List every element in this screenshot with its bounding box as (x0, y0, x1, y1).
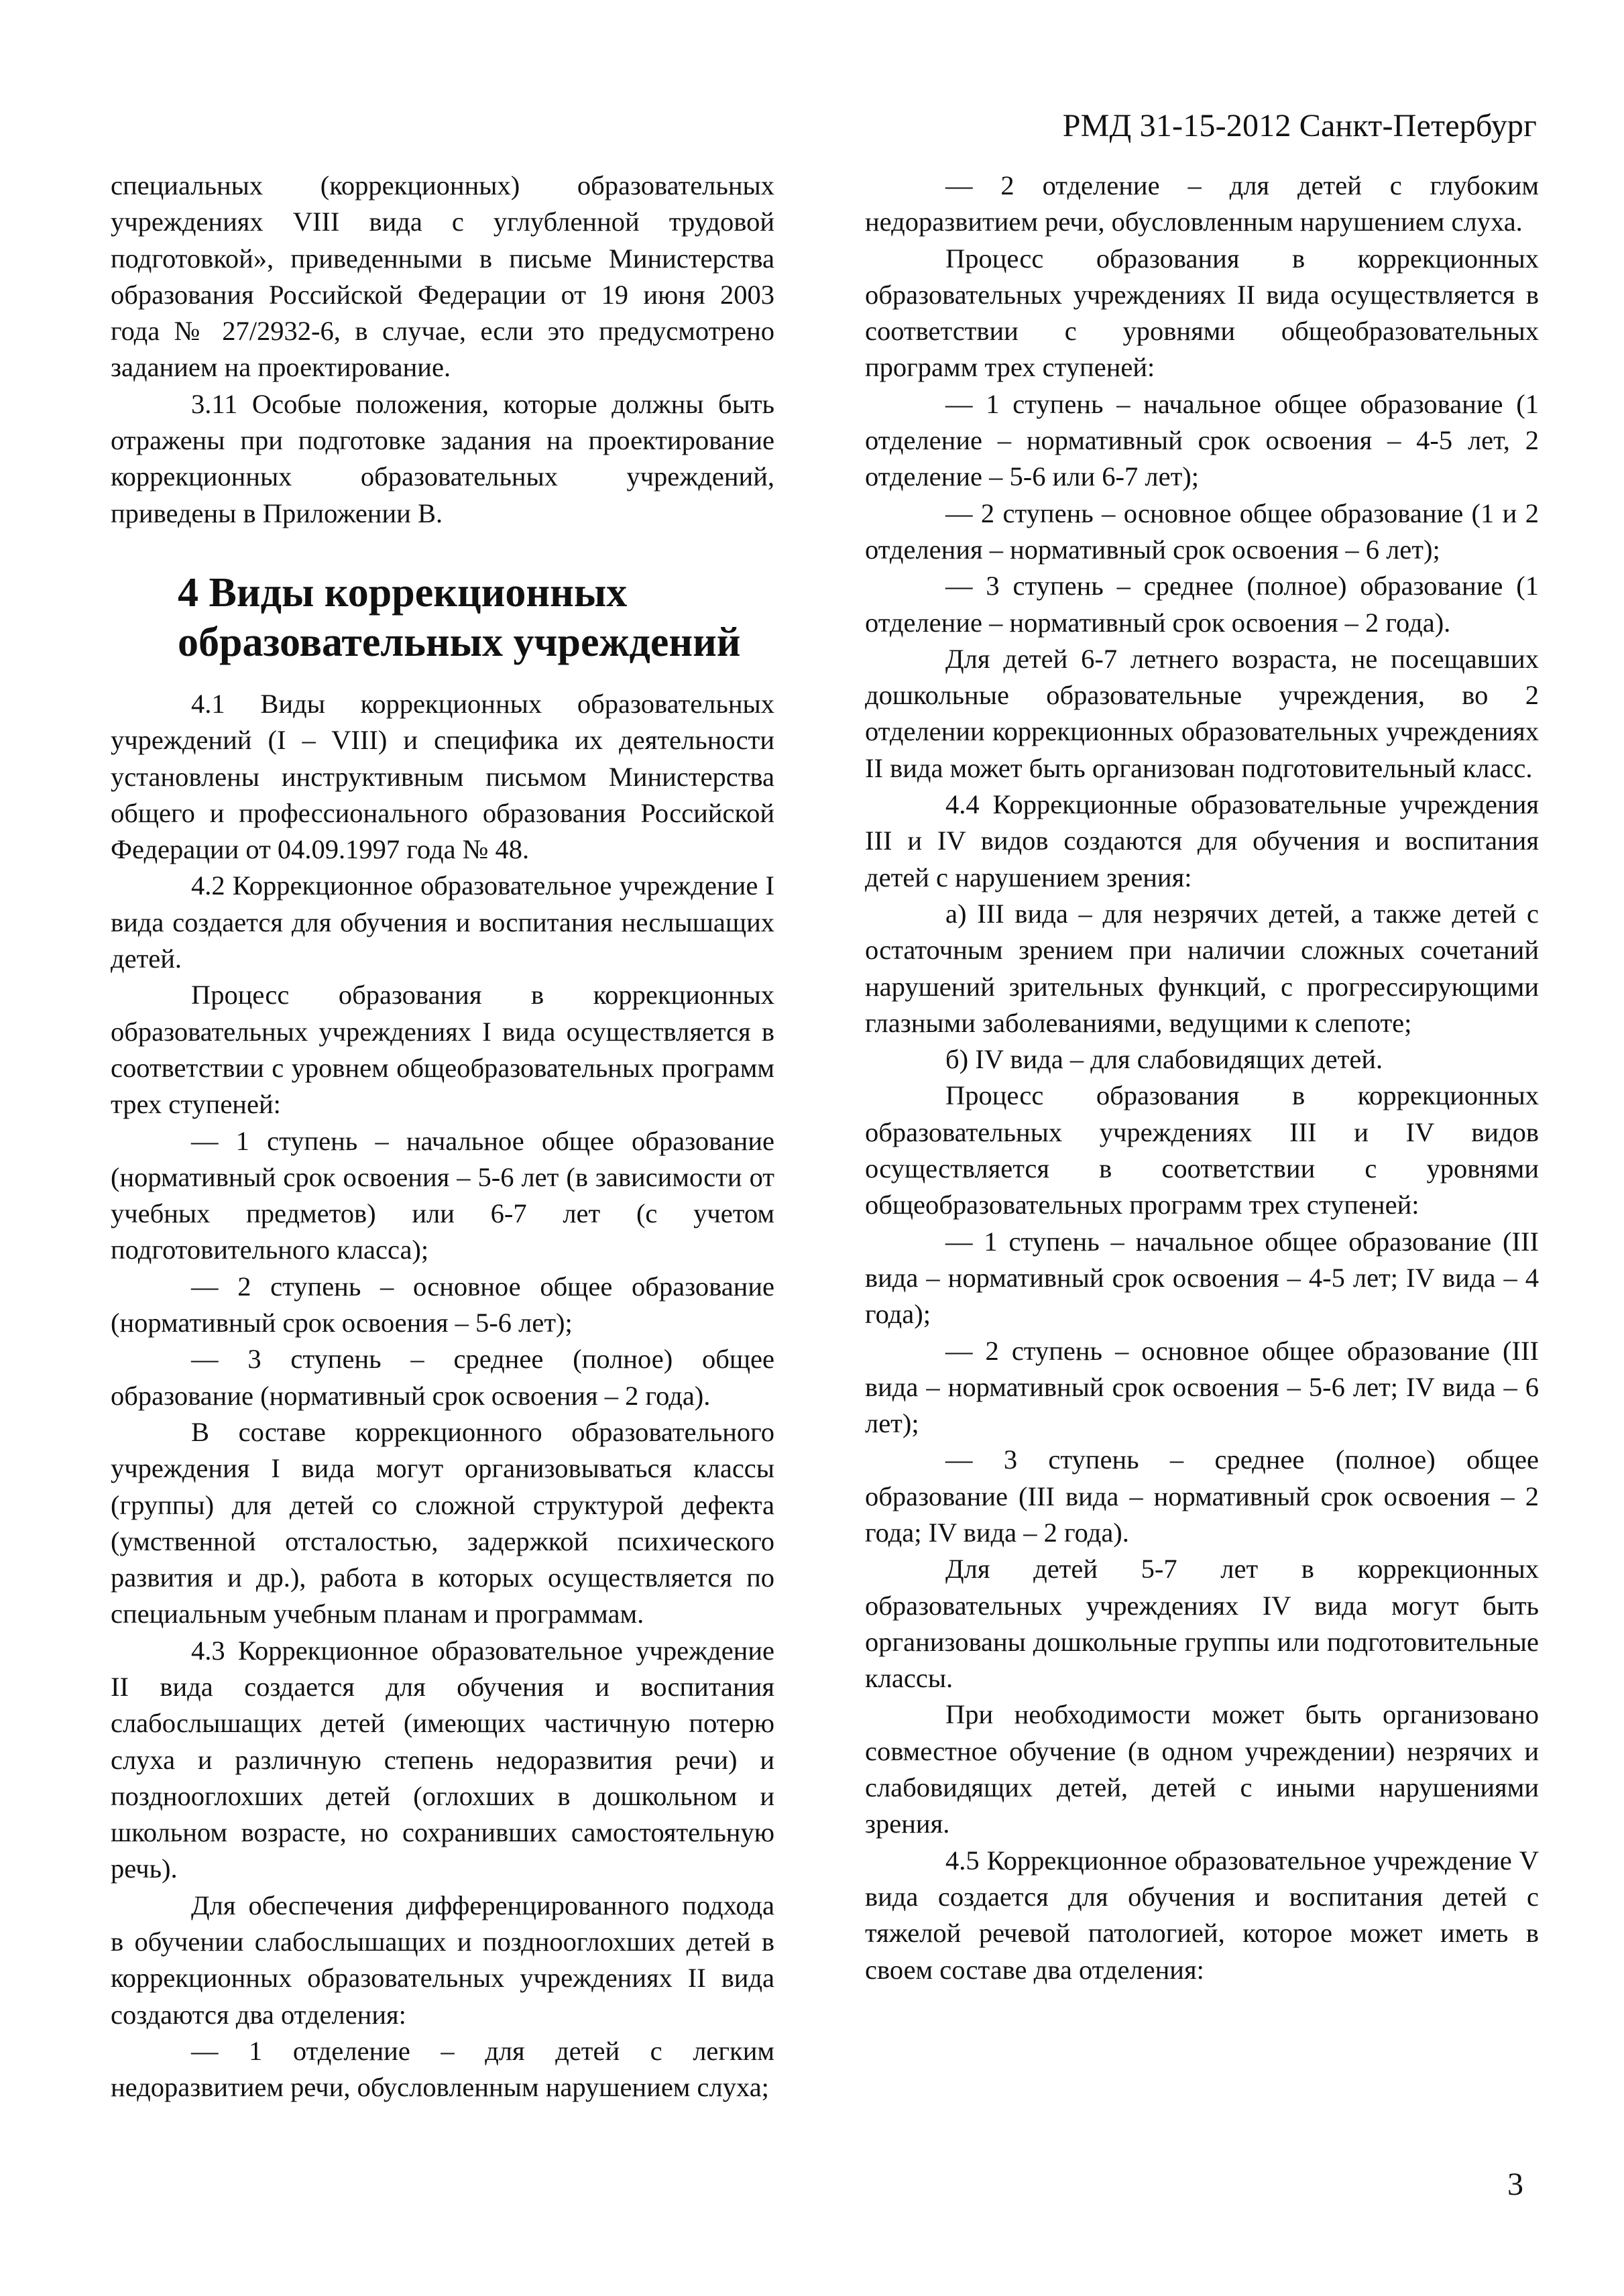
page-number: 3 (1507, 2167, 1523, 2202)
list-item: — 2 ступень – основное общее образование (нормативный срок освоения – 5-6 лет); (111, 1271, 774, 1338)
document-header: РМД 31-15-2012 Санкт-Петербург (1062, 108, 1537, 144)
paragraph: Процесс образования в коррекционных образовательных учреждениях II вида осуществляется в соответствии с уровнями общеобразовательных программ трех ступеней: (865, 243, 1539, 383)
list-item: — 1 отделение – для детей с легким недоразвитием речи, обусловленным нарушением слуха; (111, 2035, 774, 2103)
paragraph: Процесс образования в коррекционных образовательных учреждениях I вида осуществляется в соответствии с уровнем общеобразовательных программ трех ступеней: (111, 980, 774, 1120)
paragraph: В составе коррекционного образовательного учреждения I вида могут организовываться классы (группы) для детей со сложной структурой дефекта (умственной отсталостью, задержкой психического развития и др.), работа в которых осуществляется по специальным учебным планам и программам. (111, 1416, 774, 1629)
paragraph: Для детей 6-7 летнего возраста, не посещавших дошкольные образовательные учреждения, во 2 отделении коррекционных образовательных учреждениях II вида может быть организован подготовительный класс. (865, 643, 1539, 783)
list-item: а) III вида – для незрячих детей, а также детей с остаточным зрением при наличии сложных сочетаний нарушений зрительных функций, с прогрессирующими глазными заболеваниями, ведущими к слепоте; (865, 898, 1539, 1038)
list-item: — 1 ступень – начальное общее образование (нормативный срок освоения – 5-6 лет (в зависимости от учебных предметов) или 6-7 лет (с учетом подготовительного класса); (111, 1125, 774, 1265)
list-item: — 1 ступень – начальное общее образование (1 отделение – нормативный срок освоения – 4-5 лет, 2 отделение – 5-6 или 6-7 лет); (865, 388, 1539, 492)
paragraph: Для обеспечения дифференцированного подхода в обучении слабослышащих и позднооглохших детей в коррекционных образовательных учреждениях II вида создаются два отделения: (111, 1890, 774, 2030)
right-column (865, 168, 1539, 1988)
list-item: — 3 ступень – среднее (полное) общее образование (III вида – нормативный срок освоения – 2 года; IV вида – 2 года). (865, 1444, 1539, 1548)
list-item: — 2 ступень – основное общее образование (III вида – нормативный срок освоения – 5-6 лет; IV вида – 6 лет); (865, 1335, 1539, 1439)
paragraph: 4.5 Коррекционное образовательное учреждение V вида создается для обучения и воспитания детей с тяжелой речевой патологией, которое может иметь в своем составе два отделения: (865, 1845, 1539, 1985)
list-item: — 2 ступень – основное общее образование (1 и 2 отделения – нормативный срок освоения – 6 лет); (865, 498, 1539, 565)
paragraph: 4.3 Коррекционное образовательное учреждение II вида создается для обучения и воспитания слабослышащих детей (имеющих частичную потерю слуха и различную степень недоразвития речи) и позднооглохших детей (оглохших в дошкольном и школьном возрасте, но сохранивших самостоятельную речь). (111, 1635, 774, 1884)
paragraph: При необходимости может быть организовано совместное обучение (в одном учреждении) незрячих и слабовидящих детей, детей с иными нарушениями зрения. (865, 1699, 1539, 1839)
left-column (111, 168, 774, 2106)
paragraph: 4.2 Коррекционное образовательное учреждение I вида создается для обучения и воспитания неслышащих детей. (111, 870, 774, 974)
list-item: б) IV вида – для слабовидящих детей. (945, 1044, 1383, 1075)
paragraph: специальных (коррекционных) образовательных учреждениях VIII вида с углубленной трудовой подготовкой», приведенными в письме Министерства образования Российской Федерации от 19 июня 2003 года № 27/2932-6, в случае, если это предусмотрено заданием на проектирование. (111, 170, 774, 383)
paragraph: 4.1 Виды коррекционных образовательных учреждений (I – VIII) и специфика их деятельности установлены инструктивным письмом Министерства общего и профессионального образования Российской Федерации от 04.09.1997 года № 48. (111, 688, 774, 865)
list-item: — 3 ступень – среднее (полное) общее образование (нормативный срок освоения – 2 года). (111, 1344, 774, 1411)
list-item: — 2 отделение – для детей с глубоким недоразвитием речи, обусловленным нарушением слуха. (865, 170, 1539, 237)
paragraph: Для детей 5-7 лет в коррекционных образовательных учреждениях IV вида могут быть организованы дошкольные группы или подготовительные классы. (865, 1554, 1539, 1694)
paragraph: Процесс образования в коррекционных образовательных учреждениях III и IV видов осуществляется в соответствии с уровнями общеобразовательных программ трех ступеней: (865, 1080, 1539, 1220)
section-heading: 4 Виды коррекционных образовательных учреждений (178, 569, 741, 665)
list-item: — 3 ступень – среднее (полное) образование (1 отделение – нормативный срок освоения – 2 года). (865, 571, 1539, 638)
list-item: — 1 ступень – начальное общее образование (III вида – нормативный срок освоения – 4-5 лет; IV вида – 4 года); (865, 1226, 1539, 1330)
paragraph: 3.11 Особые положения, которые должны быть отражены при подготовке задания на проектирование коррекционных образовательных учреждений, приведены в Приложении В. (111, 388, 774, 528)
paragraph: 4.4 Коррекционные образовательные учреждения III и IV видов создаются для обучения и воспитания детей с нарушением зрения: (865, 789, 1539, 893)
